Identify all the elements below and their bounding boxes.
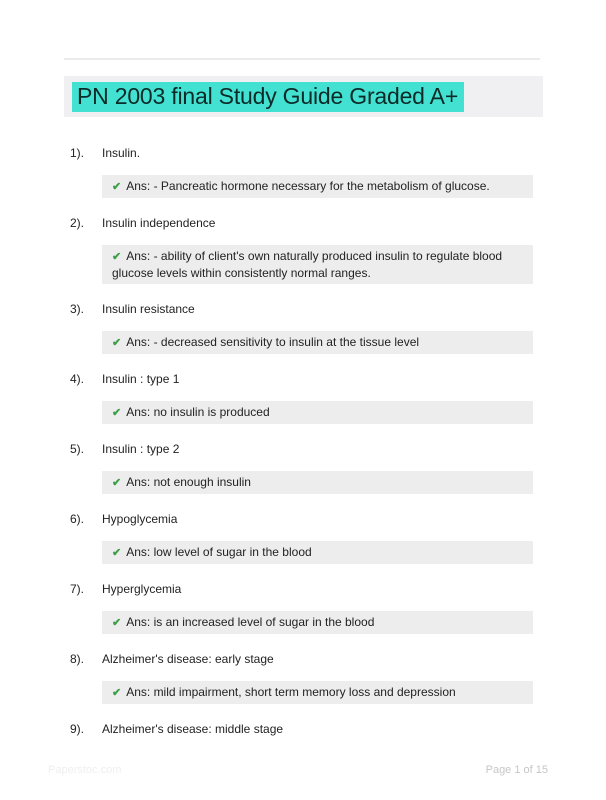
check-icon: ✔ bbox=[112, 547, 122, 559]
answer-text: Ans: not enough insulin bbox=[126, 475, 251, 489]
question-text: Hypoglycemia bbox=[102, 512, 178, 526]
question-text: Alzheimer's disease: early stage bbox=[102, 652, 274, 666]
question-text: Insulin : type 2 bbox=[102, 442, 180, 456]
check-icon: ✔ bbox=[112, 687, 122, 699]
qa-item bbox=[64, 215, 543, 284]
answer-text: Ans: - decreased sensitivity to insulin at the tissue level bbox=[126, 335, 420, 349]
question-row bbox=[64, 145, 543, 161]
page-number: Page 1 of 15 bbox=[485, 764, 548, 776]
answer-box bbox=[102, 175, 533, 198]
answer-text: Ans: - ability of client's own naturally produced insulin to regulate blood glucose levels within consistently normal ranges. bbox=[112, 249, 503, 280]
question-number: 3). bbox=[70, 302, 85, 316]
answer-box bbox=[102, 401, 533, 424]
answer-box bbox=[102, 245, 533, 284]
answer-box bbox=[102, 681, 533, 704]
answer-text: Ans: mild impairment, short term memory loss and depression bbox=[126, 685, 456, 699]
question-row bbox=[64, 511, 543, 527]
question-row bbox=[64, 371, 543, 387]
check-icon: ✔ bbox=[112, 617, 122, 629]
question-text: Insulin resistance bbox=[102, 302, 195, 316]
check-icon: ✔ bbox=[112, 407, 122, 419]
question-number: 7). bbox=[70, 582, 85, 596]
answer-box bbox=[102, 331, 533, 354]
qa-item bbox=[64, 441, 543, 494]
qa-item bbox=[64, 145, 543, 198]
question-row bbox=[64, 301, 543, 317]
question-text: Insulin. bbox=[102, 146, 141, 160]
check-icon: ✔ bbox=[112, 477, 122, 489]
question-number: 1). bbox=[70, 146, 85, 160]
qa-item bbox=[64, 721, 543, 737]
question-text: Alzheimer's disease: middle stage bbox=[102, 722, 284, 736]
title-block bbox=[64, 76, 543, 117]
question-row bbox=[64, 721, 543, 737]
question-text: Insulin : type 1 bbox=[102, 372, 180, 386]
answer-text: Ans: is an increased level of sugar in the blood bbox=[126, 615, 375, 629]
header-divider bbox=[64, 58, 540, 60]
question-number: 6). bbox=[70, 512, 85, 526]
check-icon: ✔ bbox=[112, 337, 122, 349]
watermark-link: Paperstoc.com bbox=[48, 764, 122, 776]
check-icon: ✔ bbox=[112, 251, 122, 263]
page-footer bbox=[48, 764, 548, 776]
qa-list bbox=[64, 145, 543, 754]
question-number: 2). bbox=[70, 216, 85, 230]
question-row bbox=[64, 651, 543, 667]
question-number: 4). bbox=[70, 372, 85, 386]
qa-item bbox=[64, 371, 543, 424]
answer-box bbox=[102, 471, 533, 494]
answer-box bbox=[102, 541, 533, 564]
question-text: Insulin independence bbox=[102, 216, 216, 230]
qa-item bbox=[64, 511, 543, 564]
question-row bbox=[64, 215, 543, 231]
question-row bbox=[64, 441, 543, 457]
answer-text: Ans: - Pancreatic hormone necessary for the metabolism of glucose. bbox=[126, 179, 490, 193]
question-row bbox=[64, 581, 543, 597]
question-number: 5). bbox=[70, 442, 85, 456]
question-text: Hyperglycemia bbox=[102, 582, 182, 596]
page-title: PN 2003 final Study Guide Graded A+ bbox=[72, 82, 464, 112]
qa-item bbox=[64, 301, 543, 354]
question-number: 9). bbox=[70, 722, 85, 736]
answer-box bbox=[102, 611, 533, 634]
question-number: 8). bbox=[70, 652, 85, 666]
check-icon: ✔ bbox=[112, 181, 122, 193]
qa-item bbox=[64, 581, 543, 634]
answer-text: Ans: low level of sugar in the blood bbox=[126, 545, 312, 559]
answer-text: Ans: no insulin is produced bbox=[126, 405, 270, 419]
qa-item bbox=[64, 651, 543, 704]
